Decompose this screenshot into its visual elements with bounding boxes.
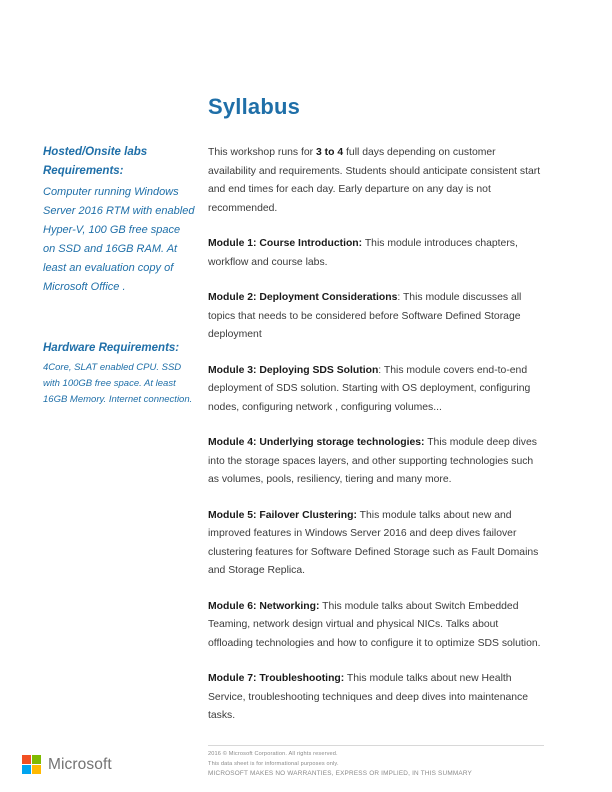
intro-text-after: full days depending on customer availability and requirements. Students should anticipate consistent start and end times for each day. Early departure on any day is not recommended. bbox=[208, 147, 541, 214]
module-text-2: : This module discusses all topics that needs to be considered before Software Defined Storage deployment bbox=[208, 292, 522, 340]
module-text-4: This module deep dives into the storage spaces layers, and other supporting technologies such as volumes, pools, resiliency, tiering and many more. bbox=[208, 437, 537, 485]
sidebar bbox=[43, 143, 195, 434]
module-label-5: Module 5: Failover Clustering: bbox=[208, 509, 357, 521]
module-text-1: This module introduces chapters, workflow and course labs. bbox=[208, 238, 518, 268]
module-paragraph-2 bbox=[208, 289, 544, 345]
microsoft-logo bbox=[22, 755, 112, 774]
logo-square-red bbox=[22, 755, 31, 764]
sidebar-block-hardware-requirements bbox=[43, 339, 195, 408]
sidebar-body-hardware-requirements: 4Core, SLAT enabled CPU. SSD with 100GB free space. At least 16GB Memory. Internet connection. bbox=[43, 362, 193, 405]
intro-duration-bold: 3 to 4 bbox=[316, 147, 344, 158]
sidebar-heading-hardware-requirements: Hardware Requirements: bbox=[43, 342, 180, 354]
main-content bbox=[208, 144, 544, 726]
module-label-2: Module 2: Deployment Considerations bbox=[208, 292, 398, 303]
intro-paragraph bbox=[208, 144, 544, 218]
module-label-4: Module 4: Underlying storage technologies: bbox=[208, 437, 425, 448]
sidebar-body-hosted-onsite-labs: Computer running Windows Server 2016 RTM with enabled Hyper-V, 100 GB free space on SSD and 16GB RAM. At least an evaluation copy of Microsoft Office . bbox=[43, 186, 195, 293]
microsoft-wordmark: Microsoft bbox=[48, 755, 112, 773]
module-paragraph-7 bbox=[208, 670, 544, 726]
module-label-7: Module 7: Troubleshooting: bbox=[208, 673, 345, 684]
microsoft-logo-icon bbox=[22, 755, 41, 774]
module-label-1: Module 1: Course Introduction: bbox=[208, 238, 363, 249]
module-text-5: This module talks about new and improved features in Windows Server 2016 and deep dives failover clustering features for Software Defined Storage such as Fault Domains and Storage Replica. bbox=[208, 509, 539, 576]
logo-square-green bbox=[32, 755, 41, 764]
module-paragraph-4 bbox=[208, 434, 544, 490]
sidebar-heading-hosted-onsite-labs: Hosted/Onsite labs Requirements: bbox=[43, 146, 148, 177]
module-paragraph-5 bbox=[208, 507, 544, 581]
footer-divider bbox=[208, 745, 544, 746]
module-text-3: : This module covers end-to-end deployment of SDS solution. Starting with OS deployment, configuring nodes, configuring network , configuring volumes... bbox=[208, 364, 531, 413]
module-paragraph-6 bbox=[208, 598, 544, 654]
footer-disclaimer-line: This data sheet is for informational purposes only. bbox=[208, 760, 339, 767]
module-text-6: This module talks about Switch Embedded Teaming, network design virtual and physical NICs. Talks about offloading technologies and how to configure it to optimize SDS solution. bbox=[208, 600, 541, 649]
logo-square-blue bbox=[22, 765, 31, 774]
intro-text-before: This workshop runs for bbox=[208, 147, 316, 158]
logo-square-yellow bbox=[32, 765, 41, 774]
footer-warranty-line: MICROSOFT MAKES NO WARRANTIES, EXPRESS OR IMPLIED, IN THIS SUMMARY bbox=[208, 770, 473, 777]
module-paragraph-1 bbox=[208, 235, 544, 272]
footer-legal-text bbox=[208, 750, 558, 779]
module-label-3: Module 3: Deploying SDS Solution bbox=[208, 364, 379, 376]
module-text-7: This module talks about new Health Service, troubleshooting techniques and deep dives into maintenance tasks. bbox=[208, 673, 529, 721]
module-paragraph-3 bbox=[208, 362, 544, 418]
page-title: Syllabus bbox=[208, 94, 301, 119]
sidebar-block-hosted-onsite-labs bbox=[43, 143, 195, 297]
footer-copyright-line: 2016 © Microsoft Corporation. All rights reserved. bbox=[208, 751, 338, 757]
module-label-6: Module 6: Networking: bbox=[208, 600, 320, 612]
